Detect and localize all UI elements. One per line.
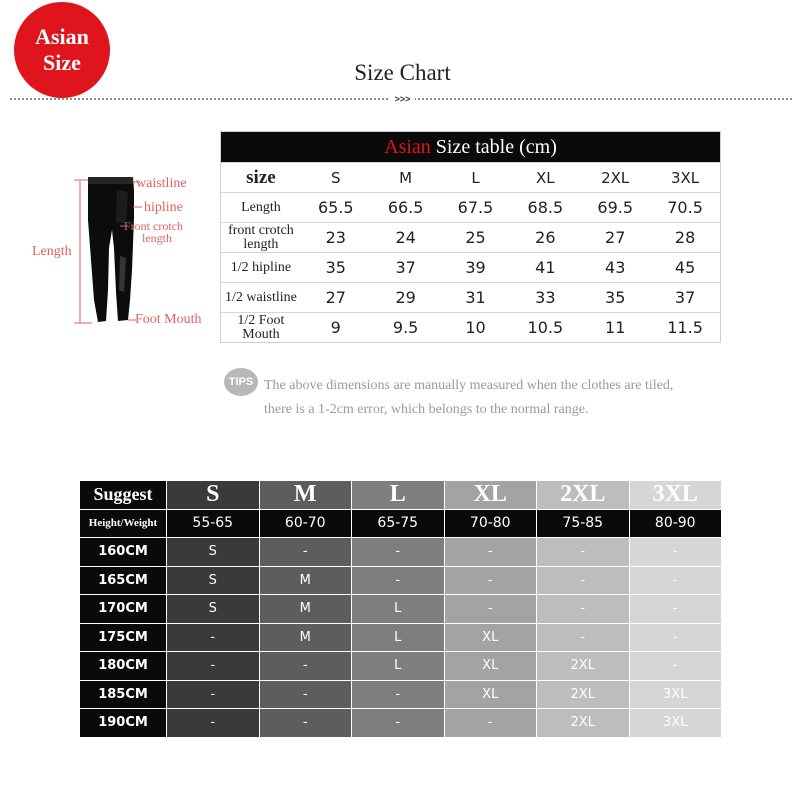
table-cell: 37 (395, 258, 416, 277)
table-row (80, 681, 722, 710)
suggest-cell: - (260, 538, 353, 567)
size-header-cell: 2XL (601, 168, 630, 187)
size-header-label: size (246, 166, 276, 188)
table-cell: 39 (465, 258, 486, 277)
table-cell: 27 (325, 288, 346, 307)
height-label: 185CM (80, 681, 167, 710)
row-label: front crotch length (228, 222, 294, 252)
suggest-cell: S (167, 538, 260, 567)
table-cell: 45 (674, 258, 696, 277)
weight-range-cell: 65-75 (352, 510, 445, 539)
suggest-cell: S (167, 595, 260, 624)
table-cell: 23 (325, 228, 346, 247)
table-cell: 25 (465, 228, 486, 247)
suggest-cell: M (260, 567, 353, 596)
weight-range-cell: 60-70 (260, 510, 353, 539)
size-header-cell: XL (536, 168, 555, 187)
height-label: 190CM (80, 709, 167, 738)
badge-line-2: Size (43, 50, 81, 75)
pants-silhouette (88, 177, 134, 322)
table-cell: 29 (395, 288, 416, 307)
suggest-cell: - (630, 595, 723, 624)
page-title: Size Chart (354, 60, 451, 85)
suggest-cell: - (537, 567, 630, 596)
size-column-header: 2XL (537, 481, 630, 510)
suggest-cell: L (352, 652, 445, 681)
table-cell: 11 (605, 318, 626, 337)
table-cell: 41 (535, 258, 556, 277)
size-table-title-red: Asian (384, 136, 431, 158)
table-cell: 66.5 (387, 198, 424, 217)
table-row (221, 252, 720, 282)
suggest-cell: 3XL (630, 681, 723, 710)
weight-range-cell: 70-80 (445, 510, 538, 539)
suggest-subtitle: Height/Weight (80, 510, 167, 539)
suggest-size-row (80, 481, 722, 510)
table-row (80, 709, 722, 738)
suggest-cell: - (352, 709, 445, 738)
suggest-cell: - (260, 652, 353, 681)
height-label: 170CM (80, 595, 167, 624)
arrows-text: >>> (390, 94, 416, 104)
suggest-cell: - (445, 567, 538, 596)
suggest-table (80, 481, 722, 738)
suggest-cell: - (537, 538, 630, 567)
table-cell: 68.5 (527, 198, 564, 217)
suggest-cell: 2XL (537, 709, 630, 738)
table-cell: 35 (605, 288, 626, 307)
size-header-cell: 3XL (670, 168, 700, 187)
tips-line-2: there is a 1-2cm error, which belongs to the normal range. (264, 402, 589, 417)
suggest-cell: XL (445, 624, 538, 653)
table-cell: 26 (535, 228, 556, 247)
row-label: 1/2 Foot Mouth (237, 312, 285, 342)
size-column-header: XL (445, 481, 538, 510)
table-cell: 27 (605, 228, 626, 247)
table-cell: 69.5 (597, 198, 634, 217)
length-label: Length (32, 244, 72, 259)
table-row (80, 595, 722, 624)
suggest-cell: - (630, 652, 723, 681)
table-row (80, 624, 722, 653)
size-table (220, 131, 721, 343)
suggest-cell: L (352, 624, 445, 653)
size-column-header: M (260, 481, 353, 510)
row-label: Length (241, 199, 281, 215)
table-row (221, 222, 720, 252)
suggest-cell: 3XL (630, 709, 723, 738)
table-cell: 31 (465, 288, 486, 307)
suggest-cell: 2XL (537, 681, 630, 710)
height-label: 165CM (80, 567, 167, 596)
table-cell: 35 (325, 258, 346, 277)
table-row (221, 312, 720, 342)
row-label: 1/2 waistline (224, 289, 297, 305)
size-table-title: Size table (cm) (430, 136, 557, 158)
hipline-label: hipline (144, 200, 183, 215)
tips-text (264, 374, 744, 422)
height-label: 180CM (80, 652, 167, 681)
table-cell: 70.5 (667, 198, 703, 217)
suggest-cell: M (260, 595, 353, 624)
weight-range-cell: 80-90 (630, 510, 723, 539)
suggest-cell: - (537, 595, 630, 624)
suggest-cell: - (260, 709, 353, 738)
size-header-cell: L (471, 168, 480, 187)
suggest-cell: - (630, 624, 723, 653)
height-label: 160CM (80, 538, 167, 567)
suggest-cell: - (352, 538, 445, 567)
height-label: 175CM (80, 624, 167, 653)
suggest-cell: M (260, 624, 353, 653)
foot-mouth-label: Foot Mouth (135, 312, 202, 327)
suggest-cell: S (167, 567, 260, 596)
suggest-cell: - (445, 538, 538, 567)
table-cell: 28 (674, 228, 696, 247)
suggest-cell: - (630, 567, 723, 596)
divider-arrows (0, 94, 800, 104)
table-row (221, 282, 720, 312)
size-table-header (221, 132, 720, 162)
waistline-label: waistline (136, 176, 187, 191)
suggest-cell: 2XL (537, 652, 630, 681)
table-row (80, 538, 722, 567)
suggest-cell: - (167, 624, 260, 653)
table-row (80, 567, 722, 596)
suggest-title: Suggest (80, 481, 167, 510)
row-label: 1/2 hipline (230, 259, 292, 275)
suggest-cell: - (445, 709, 538, 738)
suggest-cell: - (537, 624, 630, 653)
suggest-cell: - (352, 567, 445, 596)
suggest-cell: XL (445, 652, 538, 681)
size-column-header: S (167, 481, 260, 510)
weight-range-cell: 55-65 (167, 510, 260, 539)
table-row (80, 652, 722, 681)
table-cell: 24 (395, 228, 416, 247)
table-cell: 10 (465, 318, 486, 337)
suggest-cell: - (167, 652, 260, 681)
table-cell: 43 (605, 258, 626, 277)
suggest-cell: - (260, 681, 353, 710)
pants-figure (0, 160, 230, 340)
table-cell: 65.5 (317, 198, 354, 217)
table-cell: 11.5 (667, 318, 703, 337)
badge-line-1: Asian (35, 24, 89, 49)
tips-line-1: The above dimensions are manually measured when the clothes are tiled, (264, 378, 674, 393)
table-cell: 33 (535, 288, 556, 307)
front-crotch-label-2: length (142, 231, 172, 245)
table-row (221, 192, 720, 222)
table-cell: 9 (330, 318, 341, 337)
table-cell: 37 (674, 288, 696, 307)
table-cell: 10.5 (527, 318, 564, 337)
size-column-header: 3XL (630, 481, 723, 510)
weight-range-cell: 75-85 (537, 510, 630, 539)
size-column-header: L (352, 481, 445, 510)
table-cell: 9.5 (392, 318, 419, 337)
size-table-head-row (221, 162, 720, 192)
suggest-cell: - (167, 681, 260, 710)
table-cell: 67.5 (457, 198, 494, 217)
suggest-cell: - (445, 595, 538, 624)
suggest-weight-row (80, 510, 722, 539)
tips-icon: TIPS (224, 368, 258, 396)
suggest-cell: L (352, 595, 445, 624)
suggest-cell: - (630, 538, 723, 567)
suggest-cell: - (167, 709, 260, 738)
size-header-cell: M (399, 168, 413, 187)
front-crotch-label-1: Front crotch (124, 219, 183, 233)
size-header-cell: S (331, 168, 341, 187)
suggest-cell: - (352, 681, 445, 710)
suggest-cell: XL (445, 681, 538, 710)
